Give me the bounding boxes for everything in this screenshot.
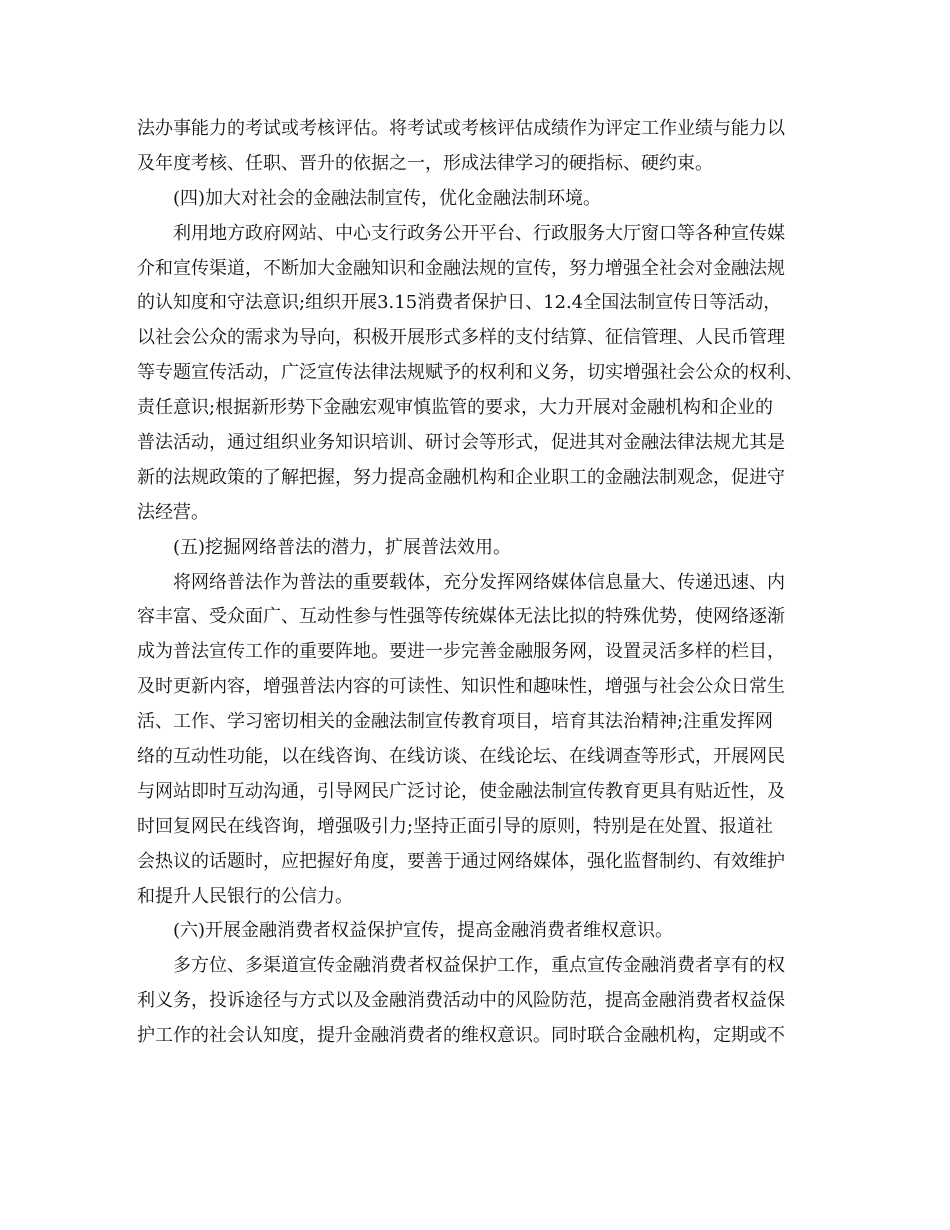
text-line: 介和宣传渠道，不断加大金融知识和金融法规的宣传，努力增强全社会对金融法规: [137, 257, 785, 279]
section-heading-5: (五)挖掘网络普法的潜力，扩展普法效用。: [173, 536, 512, 558]
text-line: 普法活动，通过组织业务知识培训、研讨会等形式，促进其对金融法律法规尤其是: [137, 432, 785, 454]
text-line: 的认知度和守法意识;组织开展3.15消费者保护日、12.4全国法制宣传日等活动，: [137, 292, 782, 314]
text-line: 护工作的社会认知度，提升金融消费者的维权意识。同时联合金融机构，定期或不: [137, 1025, 785, 1047]
text-line: 多方位、多渠道宣传金融消费者权益保护工作，重点宣传金融消费者享有的权: [173, 955, 785, 977]
text-line: 新的法规政策的了解把握，努力提高金融机构和企业职工的金融法制观念，促进守: [137, 466, 785, 488]
text-line: 利用地方政府网站、中心支行政务公开平台、行政服务大厅窗口等各种宣传媒: [173, 222, 785, 244]
text-line: 容丰富、受众面广、互动性参与性强等传统媒体无法比拟的特殊优势，使网络逐渐: [137, 606, 785, 628]
section-heading-6: (六)开展金融消费者权益保护宣传，提高金融消费者维权意识。: [173, 920, 674, 942]
section-heading-4: (四)加大对社会的金融法制宣传，优化金融法制环境。: [173, 187, 602, 209]
text-line: 等专题宣传活动，广泛宣传法律法规赋予的权利和义务，切实增强社会公众的权利、: [137, 362, 803, 384]
text-line: 法办事能力的考试或考核评估。将考试或考核评估成绩作为评定工作业绩与能力以: [137, 118, 785, 139]
text-line: 和提升人民银行的公信力。: [137, 885, 353, 907]
text-line: 会热议的话题时，应把握好角度，要善于通过网络媒体，强化监督制约、有效维护: [137, 850, 785, 872]
text-line: 络的互动性功能，以在线咨询、在线访谈、在线论坛、在线调查等形式，开展网民: [137, 746, 785, 768]
text-line: 及时更新内容，增强普法内容的可读性、知识性和趣味性，增强与社会公众日常生: [137, 676, 785, 698]
text-line: 法经营。: [137, 501, 209, 523]
text-line: 将网络普法作为普法的重要载体，充分发挥网络媒体信息量大、传递迅速、内: [173, 571, 785, 593]
text-line: 以社会公众的需求为导向，积极开展形式多样的支付结算、征信管理、人民币管理: [137, 327, 785, 349]
text-line: 及年度考核、任职、晋升的依据之一，形成法律学习的硬指标、硬约束。: [137, 152, 713, 174]
document-body: [137, 112, 817, 1054]
text-line: 责任意识;根据新形势下金融宏观审慎监管的要求，大力开展对金融机构和企业的: [137, 397, 774, 419]
text-line: 与网站即时互动沟通，引导网民广泛讨论，使金融法制宣传教育更具有贴近性，及: [137, 780, 785, 802]
text-line: 活、工作、学习密切相关的金融法制宣传教育项目，培育其法治精神;注重发挥网: [137, 711, 774, 733]
text-line: 成为普法宣传工作的重要阵地。要进一步完善金融服务网，设置灵活多样的栏目，: [137, 641, 785, 663]
text-line: 利义务，投诉途径与方式以及金融消费活动中的风险防范，提高金融消费者权益保: [137, 990, 785, 1012]
text-line: 时回复网民在线咨询，增强吸引力;坚持正面引导的原则，特别是在处置、报道社: [137, 815, 774, 837]
